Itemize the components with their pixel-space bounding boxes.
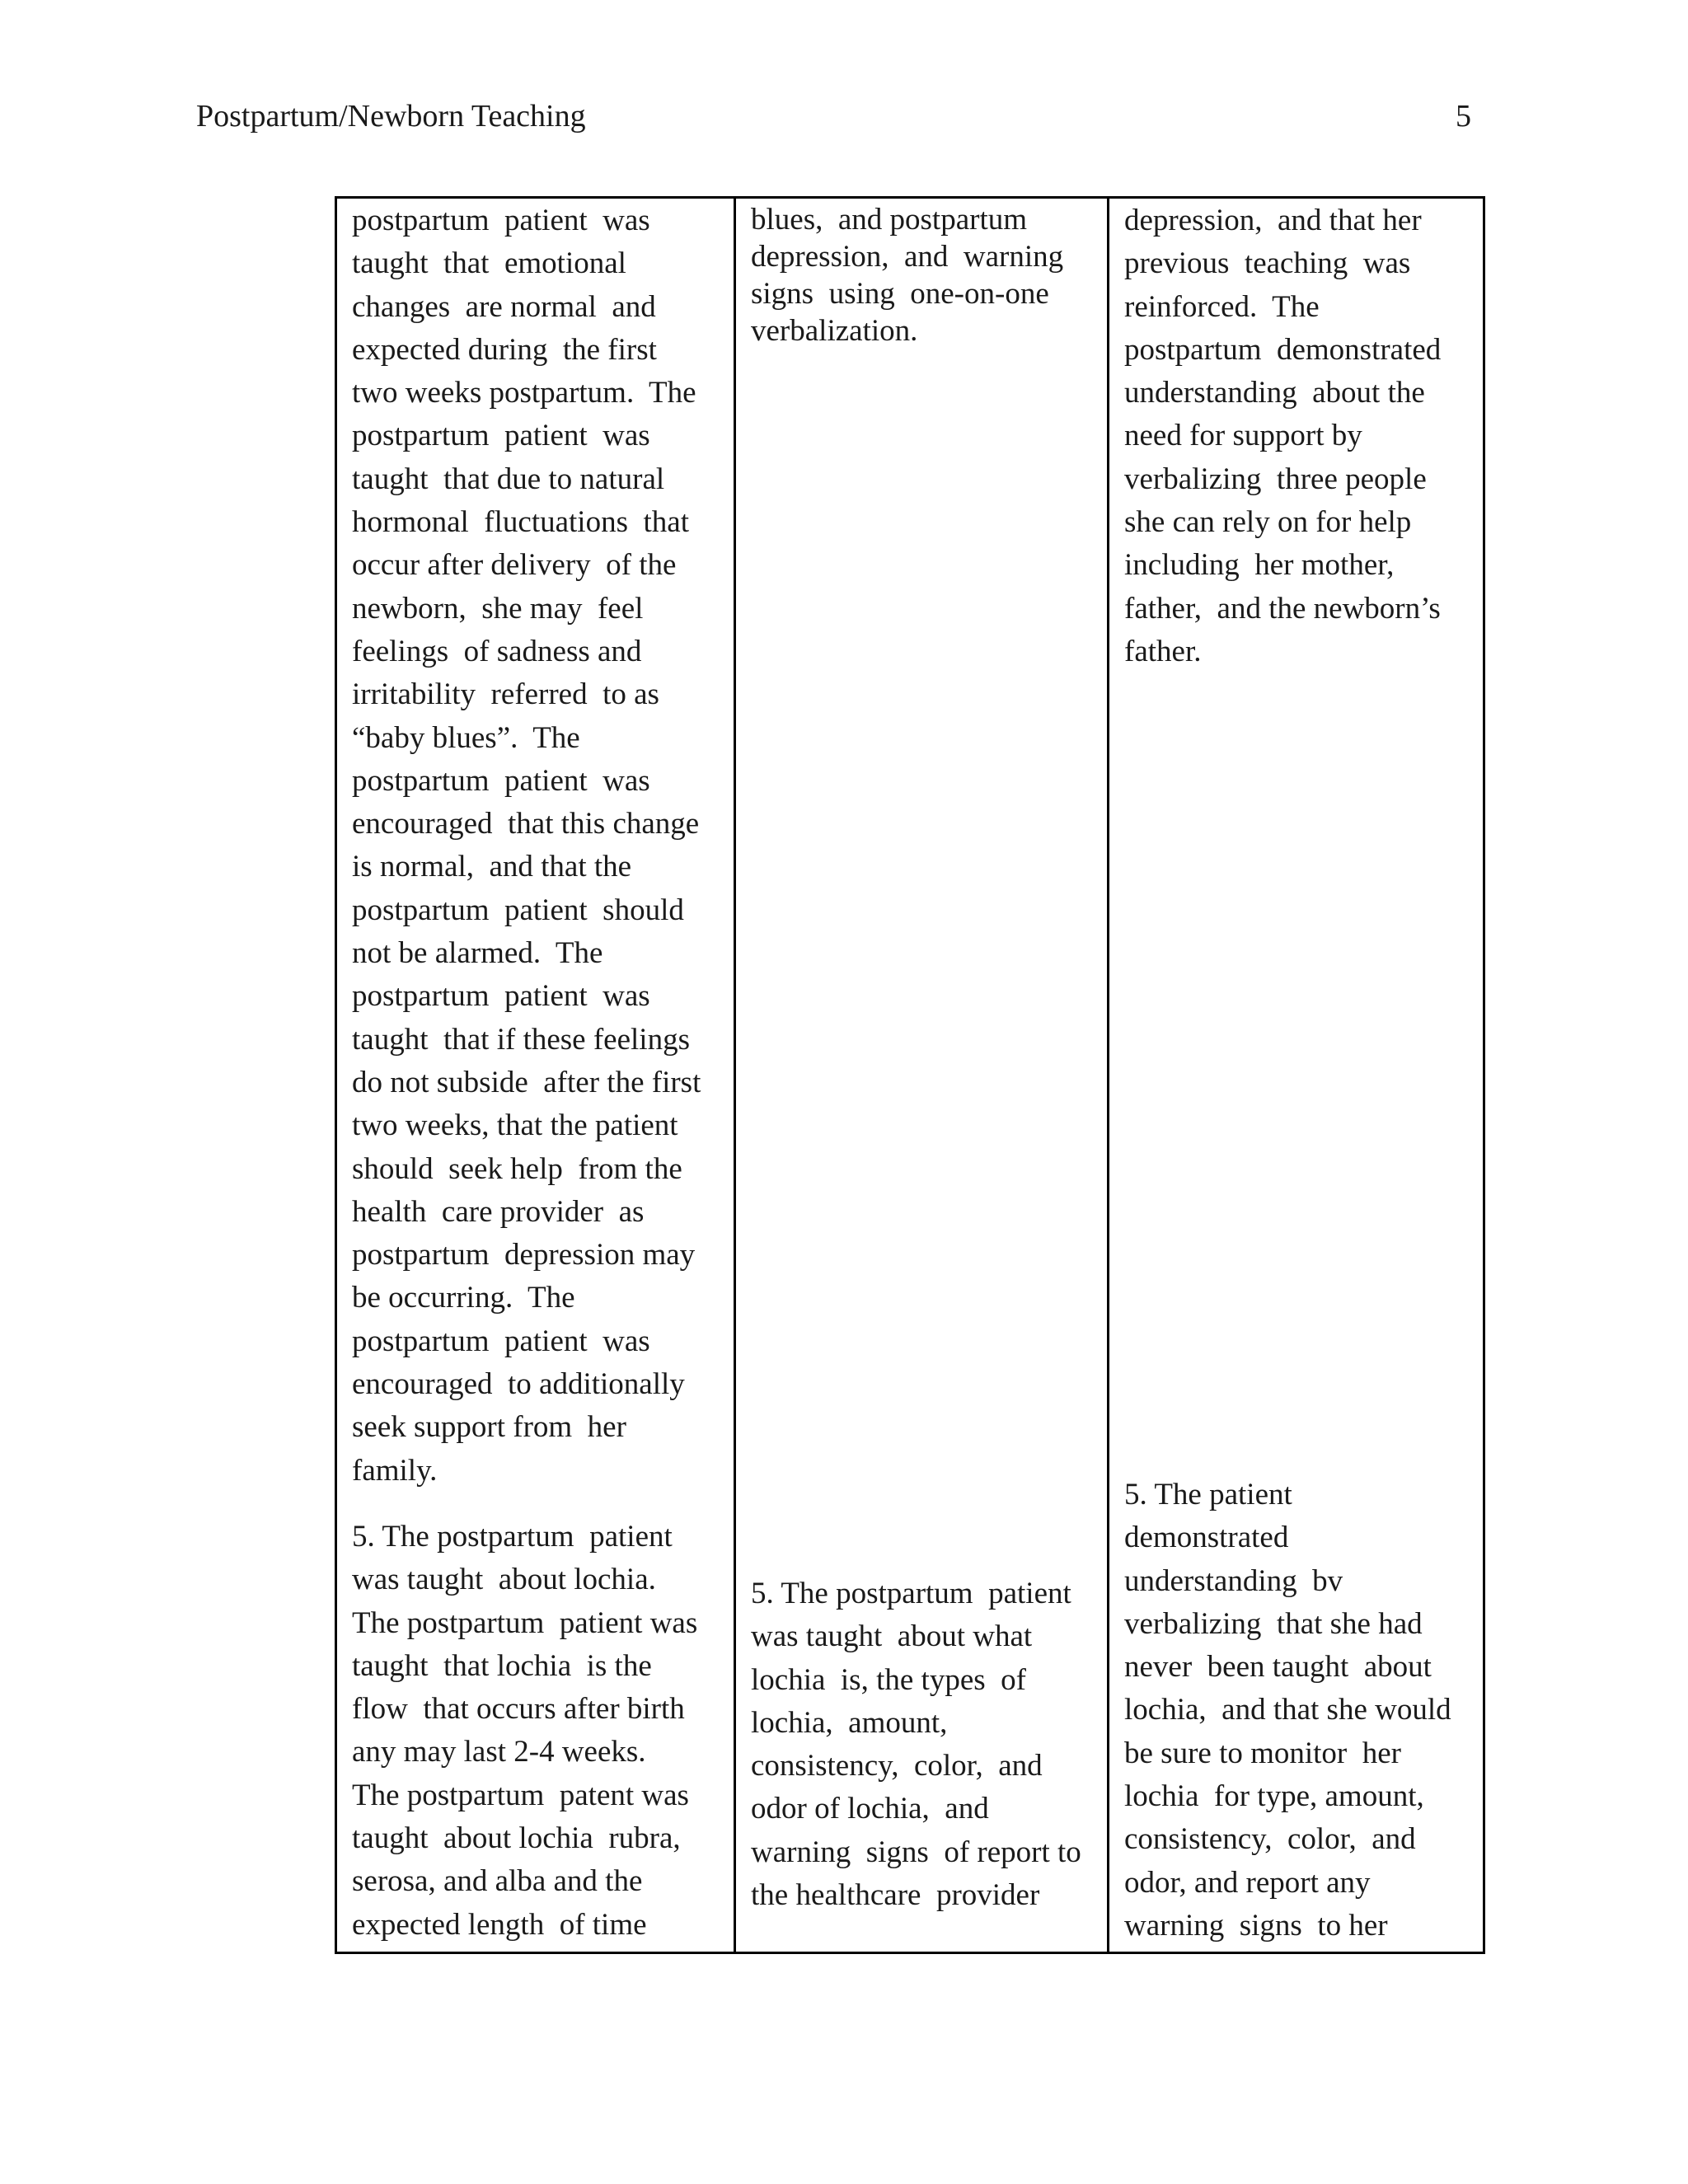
- method-cell-lochia: 5. The postpartum patient was taught about what lochia is, the types of lochia, amount, consistency, color, and odor of lochia, and warning signs of report to the healthcare provider: [751, 1577, 1081, 1913]
- running-head: Postpartum/Newborn Teaching: [196, 99, 586, 134]
- evaluation-cell-emotional-changes: depression, and that her previous teaching was reinforced. The postpartum demonstrated understanding about the need for support by verbalizing three people she can rely on for help including her mother, father, and the newborn’s father.: [1124, 204, 1442, 668]
- page-number: 5: [1456, 99, 1471, 134]
- evaluation-cell-lochia: 5. The patient demonstrated understanding bv verbalizing that she had never been taught about lochia, and that she would be sure to monitor her lochia for type, amount, consistency, color, and odor, and report any warning signs to her: [1124, 1478, 1451, 1943]
- column-divider: [734, 199, 736, 1952]
- teaching-cell-emotional-changes: postpartum patient was taught that emotional changes are normal and expected during the first two weeks postpartum. The postpartum patient was taught that due to natural hormonal fluctuations that occur after delivery of the newborn, she may feel feelings of sadness and irritability referred to as “baby blues”. The postpartum patient was encouraged that this change is normal, and that the postpartum patient should not be alarmed. The postpartum patient was taught that if these feelings do not subside after the first two weeks, that the patient should seek help from the health care provider as postpartum depression may be occurring. The postpartum patient was encouraged to additionally seek support from her family.: [352, 204, 701, 1488]
- teaching-cell-lochia: 5. The postpartum patient was taught about lochia. The postpartum patient was taught that lochia is the flow that occurs after birth any may last 2-4 weeks. The postpartum patent was taught about lochia rubra, serosa, and alba and the expected length of time: [352, 1520, 698, 1942]
- column-divider: [1107, 199, 1109, 1952]
- method-cell-emotional-changes: blues, and postpartum depression, and warning signs using one-on-one verbalization.: [751, 203, 1064, 348]
- teaching-table: [335, 196, 1485, 1954]
